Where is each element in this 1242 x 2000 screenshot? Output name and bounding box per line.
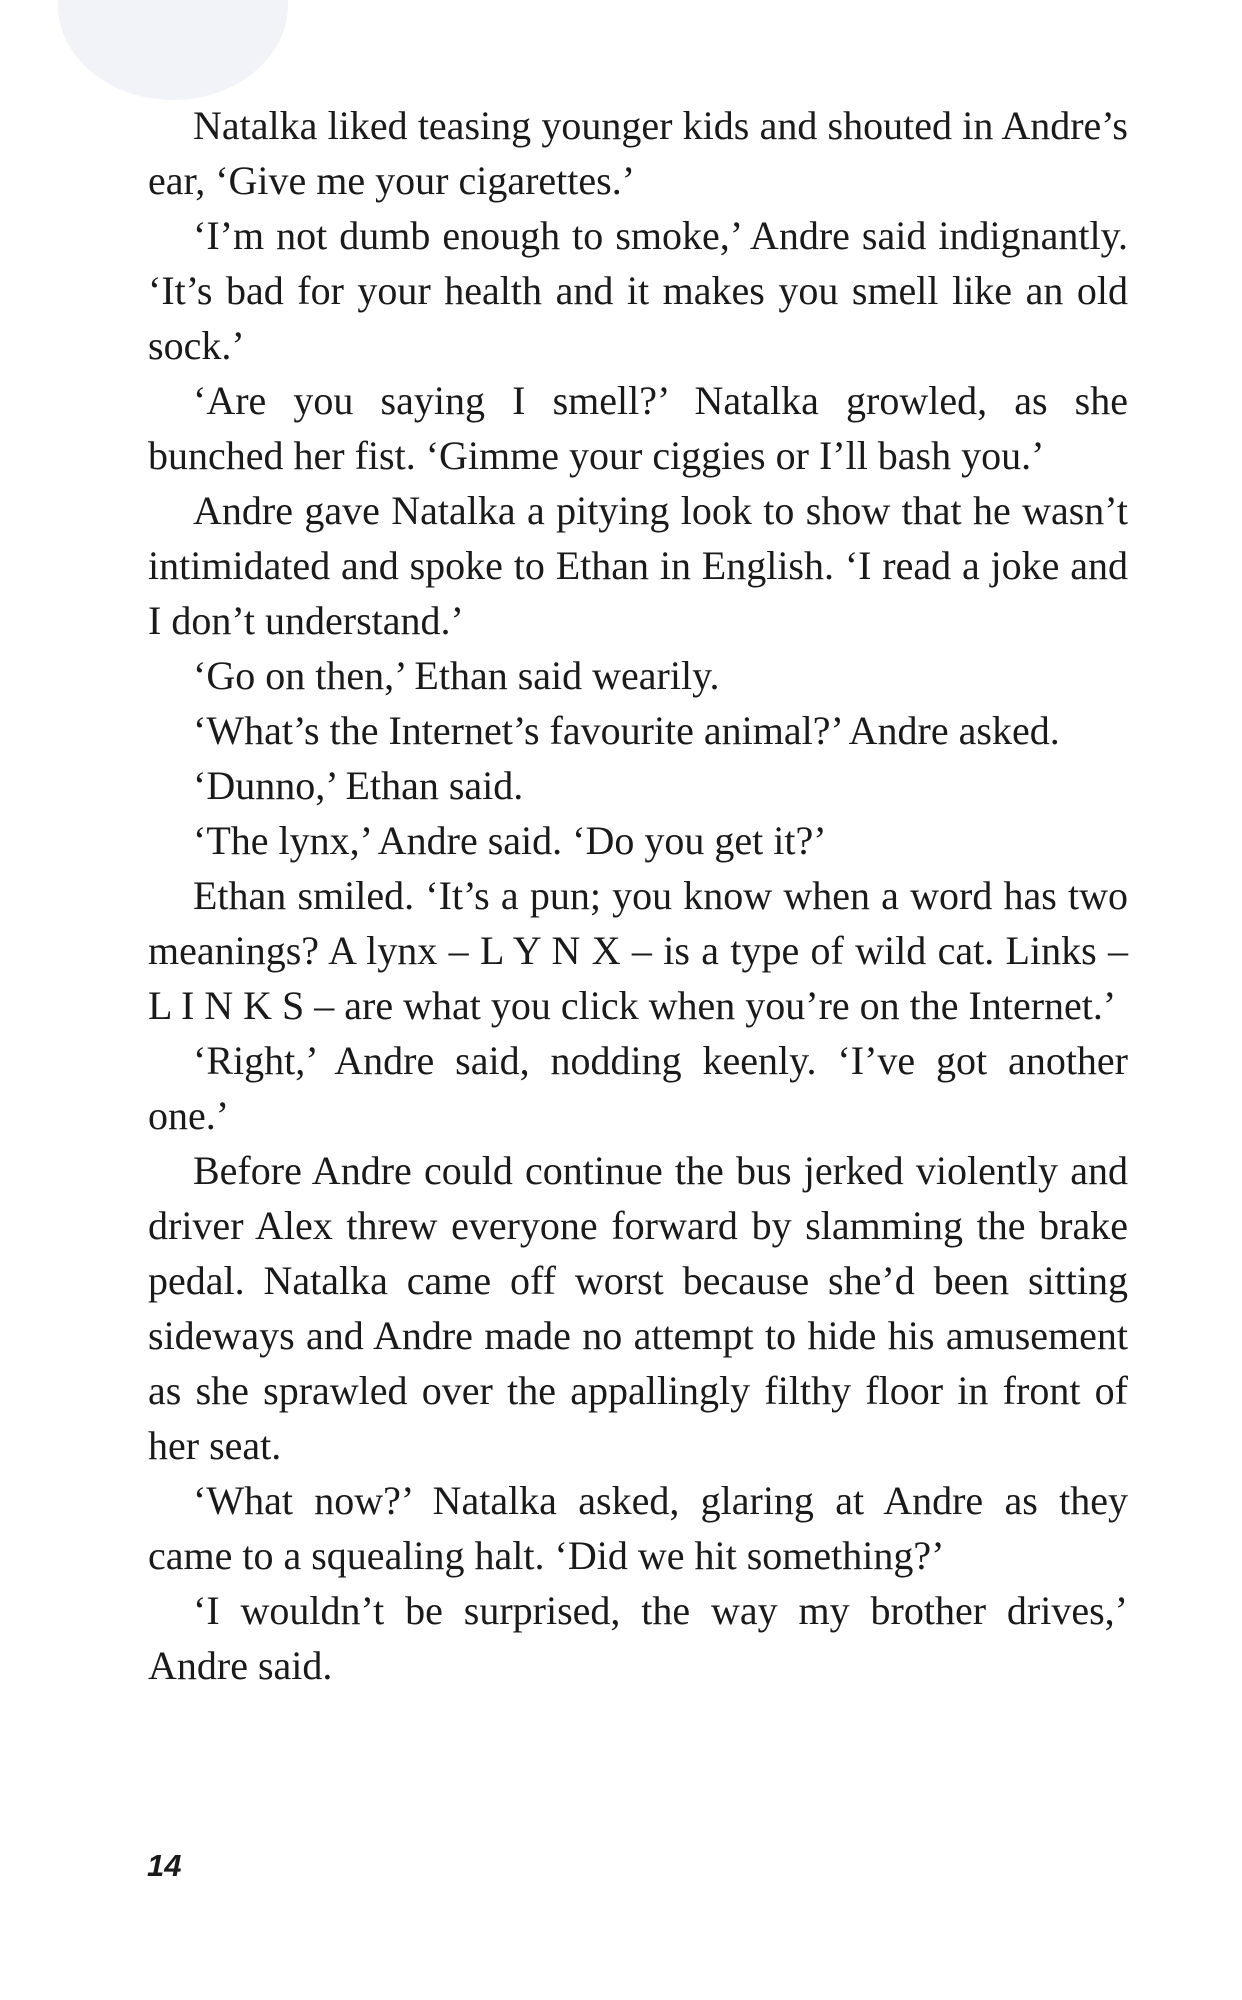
paragraph: ‘Are you saying I smell?’ Natalka growled, as she bunched her fist. ‘Gimme your ciggies or I’ll bash you.’: [148, 378, 1128, 478]
paragraph: ‘What now?’ Natalka asked, glaring at Andre as they came to a squealing halt. ‘Did we hit something?’: [148, 1478, 1128, 1578]
paragraph: ‘I’m not dumb enough to smoke,’ Andre said indignantly. ‘It’s bad for your health and it makes you smell like an old sock.’: [148, 213, 1128, 368]
paragraph: ‘What’s the Internet’s favourite animal?’ Andre asked.: [193, 708, 1060, 753]
corner-stamp-mark: [58, 0, 288, 100]
paragraph: ‘Right,’ Andre said, nodding keenly. ‘I’ve got another one.’: [148, 1038, 1128, 1138]
paragraph: ‘The lynx,’ Andre said. ‘Do you get it?’: [193, 818, 827, 863]
paragraph: Natalka liked teasing younger kids and shouted in Andre’s ear, ‘Give me your cigarettes.’: [148, 103, 1128, 203]
paragraph: ‘I wouldn’t be surprised, the way my brother drives,’ Andre said.: [148, 1588, 1128, 1688]
page-number: 14: [147, 1848, 182, 1883]
paragraph: ‘Dunno,’ Ethan said.: [193, 763, 524, 808]
paragraph: Before Andre could continue the bus jerked violently and driver Alex threw everyone forward by slamming the brake pedal. Natalka came off worst because she’d been sitting sideways and Andre made no attempt to hide his amusement as she sprawled over the appallingly filthy floor in front of her seat.: [148, 1148, 1128, 1468]
paragraph: Ethan smiled. ‘It’s a pun; you know when a word has two meanings? A lynx – L Y N X – is a type of wild cat. Links – L I N K S – are what you click when you’re on the Internet.’: [148, 873, 1128, 1028]
paragraph: Andre gave Natalka a pitying look to show that he wasn’t intimidated and spoke to Ethan in English. ‘I read a joke and I don’t understand.’: [148, 488, 1128, 643]
paragraph: ‘Go on then,’ Ethan said wearily.: [193, 653, 720, 698]
body-text: [148, 98, 1128, 1693]
